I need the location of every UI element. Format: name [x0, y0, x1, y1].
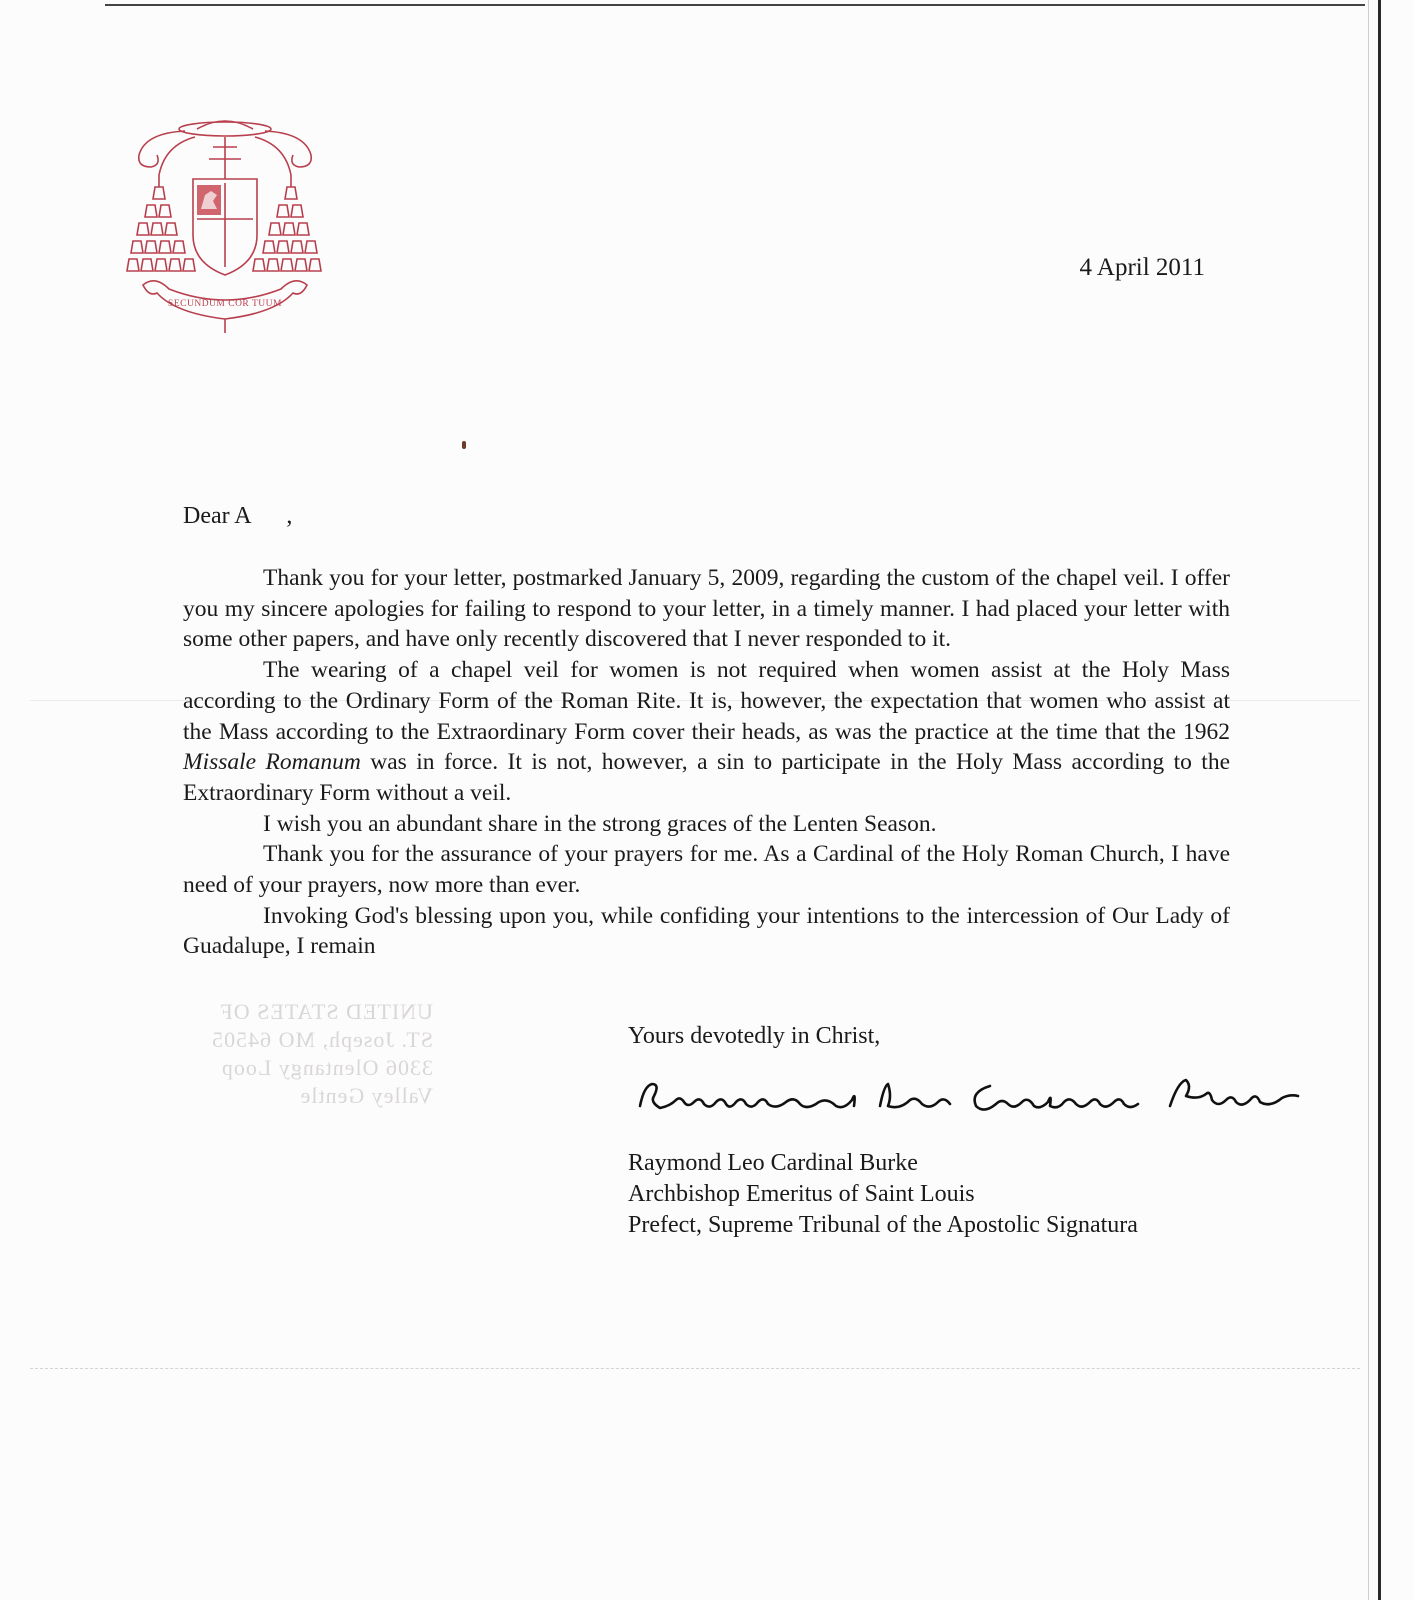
body-paragraph: Thank you for the assurance of your prayers for me. As a Cardinal of the Holy Roman Church, I have need of your prayers, now more than ever.: [183, 841, 1230, 899]
page-right-edge-shadow: [1368, 0, 1369, 1600]
body-paragraph: Thank you for your letter, postmarked January 5, 2009, regarding the custom of the chapel veil. I offer you my sincere apologies for failing to respond to your letter, in a timely manner. I had placed your letter with some other papers, and have only recently discovered that I never responded to it.: [183, 565, 1230, 653]
letter-date: 4 April 2011: [1079, 254, 1205, 281]
page-top-border: [105, 4, 1365, 6]
letter-closing: Yours devotedly in Christ,: [628, 1023, 881, 1049]
crest-motto: SECUNDUM COR TUUM: [168, 299, 282, 309]
body-paragraph: Invoking God's blessing upon you, while confiding your intentions to the intercession of Our Lady of Guadalupe, I remain: [183, 902, 1230, 960]
paragraph-text: was in force. It is not, however, a sin to participate in the Holy Mass according to the Extraordinary Form without a veil.: [183, 749, 1230, 806]
paper-speck: [462, 441, 466, 449]
handwritten-signature: [630, 1066, 1310, 1128]
bleed-through-text: [183, 998, 433, 1110]
bleed-line: 3306 Olentangy Loop: [220, 1055, 433, 1080]
letter-body: [183, 563, 1230, 962]
paragraph-text: The wearing of a chapel veil for women is not required when women assist at the Holy Mass according to the Ordinary Form of the Roman Rite. It is, however, the expectation that women who assist at the Mass according to the Extraordinary Form cover their heads, as was the practice at the time that the 1962: [183, 657, 1230, 745]
signature-block: [628, 1148, 1138, 1241]
signature-text: Raymond Leo Cardinal Burke: [630, 1066, 643, 1067]
body-paragraph: [183, 655, 1230, 809]
bleed-line: Valley Gentle: [299, 1083, 433, 1108]
missal-title: Missale Romanum: [183, 749, 361, 776]
fold-crease-lower: [30, 1368, 1360, 1369]
page-right-edge: [1378, 0, 1381, 1600]
letter-salutation: Dear A ,: [183, 503, 293, 529]
signatory-name: Raymond Leo Cardinal Burke: [628, 1150, 918, 1176]
signatory-title: Prefect, Supreme Tribunal of the Apostolic Signatura: [628, 1212, 1138, 1238]
bleed-line: ST. Joseph, MO 64505: [211, 1027, 433, 1052]
body-paragraph: I wish you an abundant share in the strong graces of the Lenten Season.: [263, 810, 937, 837]
bleed-line: UNITED STATES OF: [219, 999, 433, 1024]
coat-of-arms-icon: [125, 115, 325, 340]
signatory-title: Archbishop Emeritus of Saint Louis: [628, 1181, 975, 1207]
